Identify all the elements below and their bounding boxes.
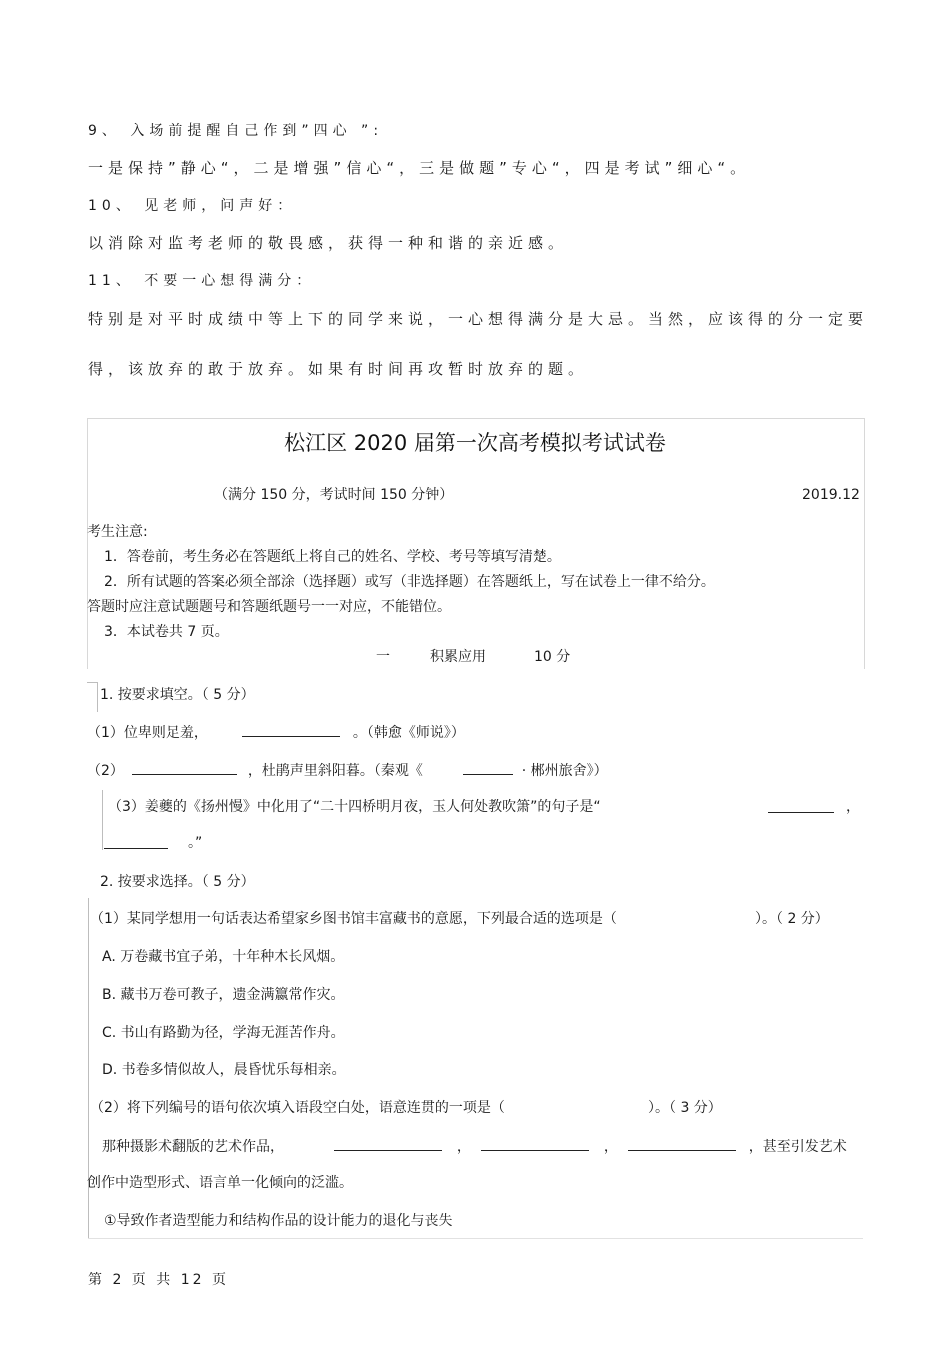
q2-option-b[interactable]: B. 藏书万卷可教子，遗金满籝常作灾。 (102, 987, 345, 1003)
q1-sub1-prompt: （1）位卑则足羞， (87, 725, 208, 741)
notice-heading: 考生注意: (87, 524, 148, 540)
section-score: 10 分 (534, 649, 571, 665)
page-bottom-rule (88, 1238, 863, 1239)
q2-passage-line1 (102, 1136, 847, 1157)
tip-9-body: 一是保持”静心“，二是增强”信心“，三是做题”专心“，四是考试”细心“。 (88, 159, 751, 177)
tip-11-body-line1: 特别是对平时成绩中等上下的同学来说，一心想得满分是大忌。当然，应该得的分一定要 (88, 310, 869, 328)
question-bracket-left (97, 682, 98, 712)
q2-sub1-prompt: （1）某同学想用一句话表达希望家乡图书馆丰富藏书的意愿，下列最合适的选项是（ (90, 911, 617, 927)
q1-sub1-blank[interactable] (242, 722, 340, 737)
q1-sub2-prefix: （2） (87, 763, 124, 779)
q1-sub3-end: 。” (188, 835, 203, 851)
notice-item-1: 1．答卷前，考生务必在答题纸上将自己的姓名、学校、考号等填写清楚。 (104, 549, 561, 565)
section-name: 积累应用 (430, 649, 486, 665)
q2-option-d[interactable]: D. 书卷多情似故人，晨昏忧乐每相亲。 (102, 1062, 346, 1078)
q1-sub3-comma: ， (846, 799, 860, 815)
q1-heading: 1. 按要求填空。（ 5 分） (100, 687, 255, 703)
q2-heading: 2. 按要求选择。（ 5 分） (100, 874, 255, 890)
q2-sub1-end: ）。（ 2 分） (755, 911, 829, 927)
q2-option-a[interactable]: A. 万卷藏书宜子弟，十年种木长风烟。 (102, 949, 345, 965)
q2-passage-sep-2: ， (603, 1139, 618, 1155)
notice-item-3: 3．本试卷共 7 页。 (104, 624, 229, 640)
notice-item-2: 2．所有试题的答案必须全部涂（选择题）或写（非选择题）在答题纸上，写在试卷上一律不给分。 (104, 574, 715, 590)
q2-sub2-prompt: （2）将下列编号的语句依次填入语段空白处，语意连贯的一项是（ (90, 1100, 505, 1116)
exam-date: 2019.12 (802, 487, 860, 503)
exam-meta: （满分 150 分，考试时间 150 分钟） (214, 487, 454, 503)
q1-sub1 (87, 722, 465, 743)
q1-sub2-middle: ，杜鹃声里斜阳暮。（秦观《 (247, 763, 423, 779)
q2-sub2-end: ）。（ 3 分） (648, 1100, 722, 1116)
q1-sub2-source: · 郴州旅舍》） (521, 763, 608, 779)
q2-passage-line2: 创作中造型形式、语言单一化倾向的泛滥。 (87, 1175, 353, 1191)
tip-11-body-line2: 得，该放弃的敢于放弃。如果有时间再攻暂时放弃的题。 (88, 360, 589, 378)
tip-9-heading: 9、 入场前提醒自己作到”四心 ”: (88, 123, 384, 139)
tip-10-heading: 10、 见老师，问声好： (88, 198, 297, 214)
q1-sub2 (87, 760, 608, 781)
page-footer: 第 2 页 共 12 页 (88, 1272, 229, 1288)
q2-passage-end: ，甚至引发艺术 (748, 1139, 847, 1155)
notice-item-2-continued: 答题时应注意试题题号和答题纸题号一一对应，不能错位。 (87, 599, 451, 615)
q1-sub3-prompt: （3）姜夔的《扬州慢》中化用了“二十四桥明月夜，玉人何处教吹箫”的句子是“ (108, 799, 601, 815)
exam-title: 松江区 2020 届第一次高考模拟考试试卷 (284, 431, 666, 455)
question-bracket-top (87, 682, 97, 683)
section-number: 一 (376, 649, 390, 665)
q2-passage-sep-1: ， (456, 1139, 471, 1155)
q2-item-1: ①导致作者造型能力和结构作品的设计能力的退化与丧失 (104, 1213, 453, 1229)
q2-option-c[interactable]: C. 书山有路勤为径，学海无涯苦作舟。 (102, 1025, 345, 1041)
q1-sub1-source: 。（韩愈《师说》） (352, 725, 465, 741)
q1-sub3-bracket (102, 790, 103, 850)
tip-10-body: 以消除对监考老师的敬畏感，获得一种和谐的亲近感。 (88, 234, 569, 252)
q2-passage-blank-2[interactable] (481, 1136, 589, 1151)
q1-sub3-blank-2[interactable] (104, 834, 168, 849)
q1-sub3-blank-1[interactable] (768, 798, 834, 813)
q2-passage-blank-3[interactable] (628, 1136, 736, 1151)
tip-11-heading: 11、 不要一心想得满分： (88, 273, 316, 289)
q1-sub2-blank-1[interactable] (132, 760, 237, 775)
q2-passage-blank-1[interactable] (334, 1136, 442, 1151)
q2-passage-start: 那种摄影术翻版的艺术作品， (102, 1139, 284, 1155)
q1-sub2-blank-2[interactable] (463, 760, 513, 775)
